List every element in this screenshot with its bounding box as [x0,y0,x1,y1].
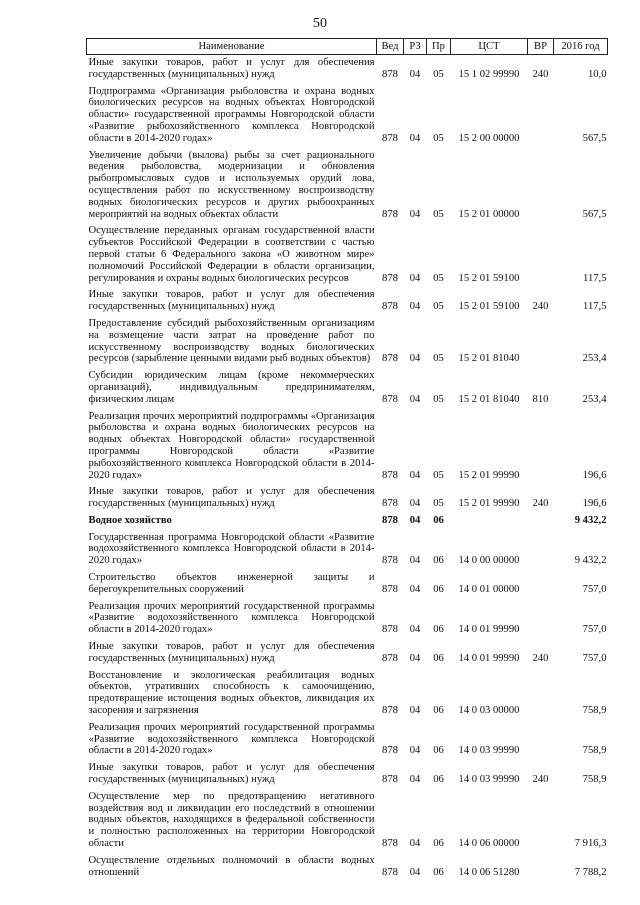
cell-rz: 04 [409,208,421,220]
cell-rz: 04 [409,272,421,284]
cell-ved: 878 [382,583,398,595]
cell-pr: 05 [433,353,444,365]
cell-ved: 878 [382,838,398,850]
cell-ved: 878 [382,866,398,878]
cell-pr: 05 [433,469,444,481]
cell-ved: 878 [382,132,398,144]
cell-cst: 15 2 01 99990 [458,498,520,510]
cell-name: Реализация прочих мероприятий подпрограммы «Организация рыболовства и охрана водных биологических ресурсов на водных объектах Новгородской области» государственной программы Новгородской области «Развитие рыбохозяйственного комплекса Новгородской области в 2014-2020 годах» [88,410,375,481]
cell-cst: 15 2 00 00000 [458,132,520,144]
cell-amount: 117,5 [583,301,607,313]
cell-rz: 04 [409,469,421,481]
table-body [87,55,608,882]
cell-vr [528,223,554,287]
cell-vr [528,789,554,853]
cell-vr: 240 [532,774,549,786]
cell-name: Осуществление переданных органам государственной власти субъектов Российской Федерации в соответствии с частью первой статьи 6 Федерального закона «О животном мире» полномочий Российской Федерации в области организации, регулирования и охраны водных биологических ресурсов [88,225,375,284]
cell-amount: 567,5 [582,208,607,220]
cell-amount: 567,5 [582,132,607,144]
cell-rz: 04 [409,705,421,717]
cell-vr [528,668,554,720]
header-rz: РЗ [404,39,427,55]
header-ved: Вед [377,39,404,55]
cell-ved: 878 [382,353,398,365]
cell-vr: 240 [532,652,549,664]
cell-amount: 758,9 [582,705,607,717]
cell-amount: 7 916,3 [574,838,607,850]
cell-pr: 05 [433,301,444,313]
cell-cst: 15 2 01 59100 [458,301,520,313]
table-row [87,513,608,530]
cell-cst: 14 0 03 00000 [458,705,520,717]
cell-ved: 878 [382,705,398,717]
cell-cst: 14 0 06 00000 [458,838,520,850]
cell-cst: 15 2 01 99990 [458,469,520,481]
header-cst: ЦСТ [451,39,528,55]
cell-name: Иные закупки товаров, работ и услуг для обеспечения государственных (муниципальных) нужд [88,289,375,313]
cell-cst: 15 2 01 81040 [458,353,520,365]
cell-name: Строительство объектов инженерной защиты и берегоукрепительных сооружений [88,572,375,595]
page-number: 50 [313,16,327,31]
cell-amount: 9 432,2 [574,555,607,567]
cell-vr [528,316,554,368]
cell-name: Осуществление мер по предотвращению негативного воздействия вод и ликвидации его последствий в отношении водных объектов, находящихся в федеральной собственности и полностью расположенных на территории Новгородской области [88,790,375,850]
cell-name: Водное хозяйство [88,514,172,526]
cell-ved: 878 [382,555,398,567]
cell-ved: 878 [382,498,398,510]
cell-rz: 04 [409,745,421,757]
cell-amount: 757,0 [582,652,607,664]
cell-pr: 06 [433,624,444,636]
table-row [87,570,608,599]
table-row [87,55,608,84]
cell-amount: 253,4 [582,353,607,365]
cell-rz: 04 [409,555,421,567]
cell-name: Государственная программа Новгородской области «Развитие водохозяйственного комплекса Новгородской области в 2014-2020 годах» [88,531,375,567]
table-row [87,599,608,639]
cell-ved: 878 [382,652,398,664]
cell-rz: 04 [409,393,421,405]
cell-cst: 14 0 01 99990 [458,624,520,636]
cell-cst: 15 2 01 59100 [458,272,520,284]
cell-name: Субсидии юридическим лицам (кроме некоммерческих организаций), индивидуальным предпринимателям, физическим лицам [88,370,375,405]
cell-amount: 253,4 [582,393,607,405]
cell-pr: 06 [433,555,444,567]
cell-cst: 14 0 03 99990 [458,745,520,757]
cell-amount: 758,9 [582,745,607,757]
table-header-row [87,39,608,55]
cell-pr: 06 [433,705,444,717]
cell-vr: 240 [532,498,549,510]
table-row [87,668,608,720]
cell-pr: 05 [433,132,444,144]
cell-amount: 196,6 [582,498,607,510]
table-row [87,639,608,668]
cell-pr: 06 [433,652,444,664]
cell-rz: 04 [409,652,421,664]
cell-vr [528,513,554,530]
cell-pr: 06 [433,774,444,786]
cell-ved: 878 [382,774,398,786]
cell-name: Иные закупки товаров, работ и услуг для обеспечения государственных (муниципальных) нужд [88,486,375,510]
cell-rz: 04 [409,774,421,786]
cell-pr: 06 [433,866,444,878]
cell-rz: 04 [409,301,421,313]
cell-amount: 10,0 [587,68,607,80]
cell-cst: 15 1 02 99990 [458,68,520,80]
cell-ved: 878 [382,68,398,80]
cell-rz: 04 [409,68,421,80]
table-row [87,287,608,316]
cell-rz: 04 [409,583,421,595]
cell-amount: 9 432,2 [574,514,607,526]
cell-vr [528,409,554,485]
cell-amount: 196,6 [582,469,607,481]
cell-name: Осуществление отдельных полномочий в области водных отношений [88,854,375,878]
cell-ved: 878 [382,301,398,313]
cell-amount: 757,0 [582,624,607,636]
cell-ved: 878 [382,393,398,405]
cell-name: Реализация прочих мероприятий государственной программы «Развитие водохозяйственного комплекса Новгородской области в 2014-2020 годах» [88,600,375,636]
table-row [87,223,608,287]
cell-cst: 14 0 01 99990 [458,652,520,664]
cell-name: Иные закупки товаров, работ и услуг для обеспечения государственных (муниципальных) нужд [88,57,375,80]
cell-rz: 04 [409,514,421,526]
cell-name: Иные закупки товаров, работ и услуг для обеспечения государственных (муниципальных) нужд [88,762,375,786]
budget-table [86,38,608,881]
cell-rz: 04 [409,838,421,850]
cell-ved: 878 [382,272,398,284]
cell-amount: 117,5 [583,272,607,284]
cell-pr: 06 [433,745,444,757]
cell-name: Предоставление субсидий рыбохозяйственным организациям на возмещение части затрат на проведение работ по искусственному воспроизводству водных биологических ресурсов (зарыбление ценными видами рыб водных объектов) [88,317,375,365]
cell-cst: 14 0 03 99990 [458,774,520,786]
cell-pr: 05 [433,272,444,284]
cell-vr [528,570,554,599]
table-row [87,760,608,789]
cell-ved: 878 [382,514,398,526]
cell-pr: 06 [433,838,444,850]
table-row [87,484,608,513]
cell-name: Подпрограмма «Организация рыболовства и охрана водных биологических ресурсов на водных объектах Новгородской области» государственной программы Новгородской области «Развитие рыбохозяйственного комплекса Новгородской области в 2014-2020 годах» [88,85,375,144]
cell-amount: 7 788,2 [574,866,607,878]
cell-pr: 05 [433,498,444,510]
table-row [87,409,608,485]
cell-rz: 04 [409,132,421,144]
table-row [87,368,608,408]
table-row [87,530,608,570]
header-name: Наименование [87,39,377,55]
header-pr: Пр [427,39,451,55]
header-year: 2016 год [554,39,608,55]
cell-rz: 04 [409,353,421,365]
cell-ved: 878 [382,469,398,481]
cell-cst: 15 2 01 81040 [458,393,520,405]
cell-vr [528,853,554,882]
cell-vr: 810 [532,393,549,405]
cell-ved: 878 [382,745,398,757]
cell-amount: 757,0 [582,583,607,595]
cell-name: Восстановление и экологическая реабилитация водных объектов, утративших способность к самоочищению, предотвращение истощения водных объектов, ликвидация их засорения и загрязнения [88,669,375,717]
cell-vr [528,599,554,639]
cell-name: Реализация прочих мероприятий государственной программы «Развитие водохозяйственного комплекса Новгородской области в 2014-2020 годах» [88,721,375,757]
cell-vr: 240 [532,68,549,80]
cell-pr: 05 [433,68,444,80]
cell-cst: 14 0 06 51280 [458,866,520,878]
cell-rz: 04 [409,624,421,636]
table-row [87,84,608,148]
cell-ved: 878 [382,208,398,220]
cell-cst: 15 2 01 00000 [458,208,520,220]
cell-cst: 14 0 01 00000 [458,583,520,595]
cell-vr [528,148,554,224]
table-row [87,316,608,368]
cell-amount: 758,9 [582,774,607,786]
cell-pr: 05 [433,393,444,405]
table-row [87,853,608,882]
cell-pr: 06 [433,514,444,526]
cell-name: Увеличение добычи (вылова) рыбы за счет рационального ведения рыболовства, модернизации и обновления рыбопромысловых судов и используемых орудий лова, осуществления работ по искусственному воспроизводству водных биологических ресурсов и других рыбоохранных мероприятий на водных объектах области [88,149,375,220]
table-row [87,789,608,853]
header-vr: ВР [528,39,554,55]
cell-cst [451,513,528,530]
cell-vr [528,84,554,148]
table-row [87,720,608,760]
cell-vr [528,720,554,760]
cell-name: Иные закупки товаров, работ и услуг для обеспечения государственных (муниципальных) нужд [88,641,375,664]
table-row [87,148,608,224]
cell-pr: 06 [433,583,444,595]
cell-rz: 04 [409,866,421,878]
cell-cst: 14 0 00 00000 [458,555,520,567]
cell-rz: 04 [409,498,421,510]
cell-pr: 05 [433,208,444,220]
cell-ved: 878 [382,624,398,636]
cell-vr: 240 [532,301,549,313]
cell-vr [528,530,554,570]
